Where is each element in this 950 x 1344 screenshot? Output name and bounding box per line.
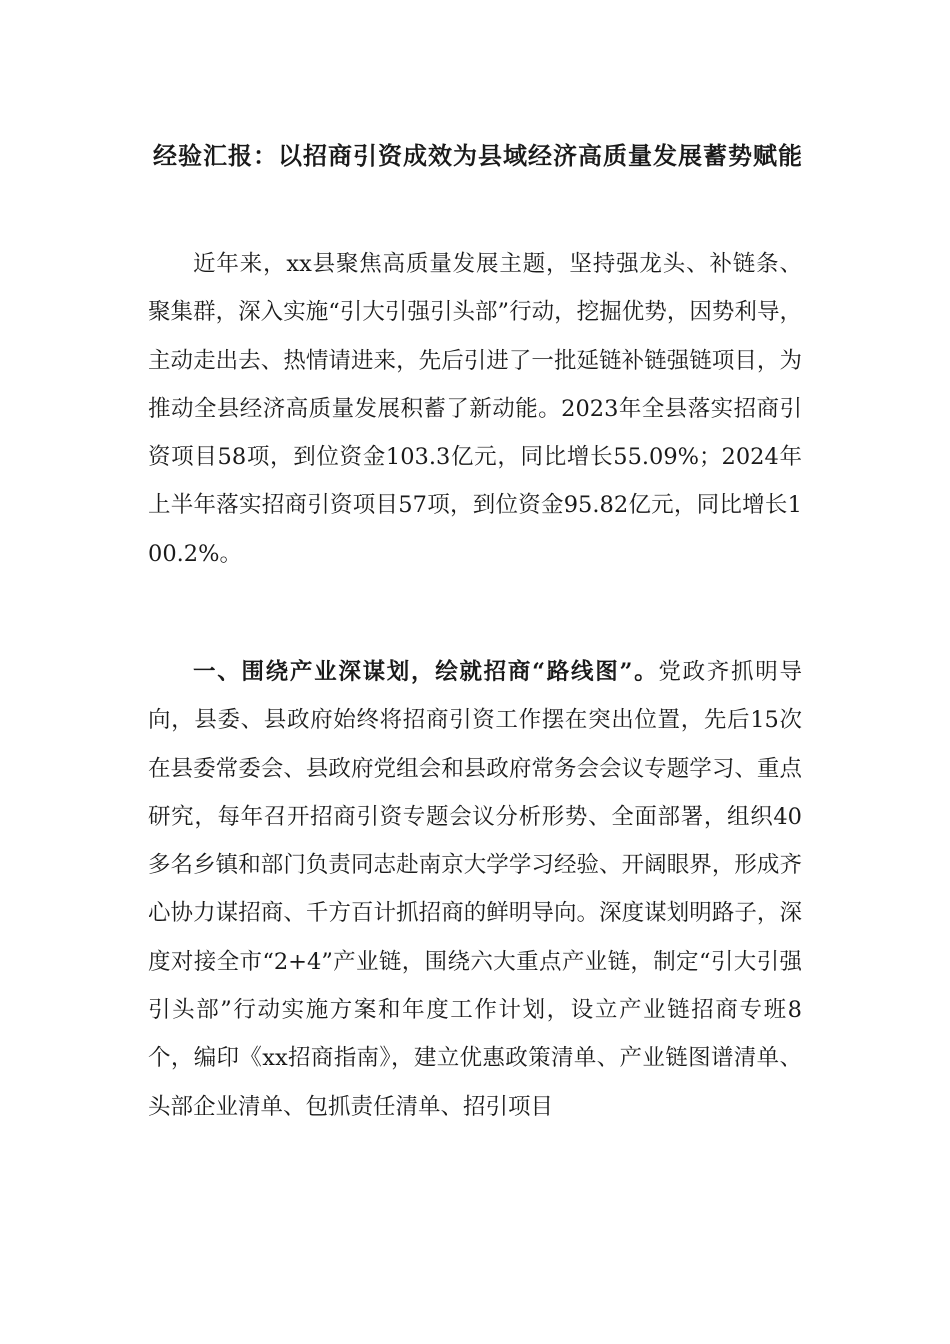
body-paragraph-section-1: [148, 648, 802, 1131]
document-title: 经验汇报：以招商引资成效为县域经济高质量发展蓄势赋能: [153, 141, 803, 170]
paragraph-text: 近年来，xx县聚焦高质量发展主题，坚持强龙头、补链条、聚集群，深入实施“引大引强引头部”行动，挖掘优势，因势利导，主动走出去、热情请进来，先后引进了一批延链补链强链项目，为推动全县经济高质量发展积蓄了新动能。2023年全县落实招商引资项目58项，到位资金103.3亿元，同比增长55.09%；2024年上半年落实招商引资项目57项，到位资金95.82亿元，同比增长100.2%。: [148, 251, 802, 567]
body-paragraph-intro: [148, 240, 802, 578]
paragraph-text: 党政齐抓明导向，县委、县政府始终将招商引资工作摆在突出位置，先后15次在县委常委会、县政府党组会和县政府常务会会议专题学习、重点研究，每年召开招商引资专题会议分析形势、全面部署，组织40多名乡镇和部门负责同志赴南京大学学习经验、开阔眼界，形成齐心协力谋招商、千方百计抓招商的鲜明导向。深度谋划明路子，深度对接全市“2+4”产业链，围绕六大重点产业链，制定“引大引强引头部”行动实施方案和年度工作计划，设立产业链招商专班8个，编印《xx招商指南》，建立优惠政策清单、产业链图谱清单、头部企业清单、包抓责任清单、招引项目: [148, 659, 802, 1120]
section-heading: 一、围绕产业深谋划，绘就招商“路线图”。: [193, 659, 659, 685]
